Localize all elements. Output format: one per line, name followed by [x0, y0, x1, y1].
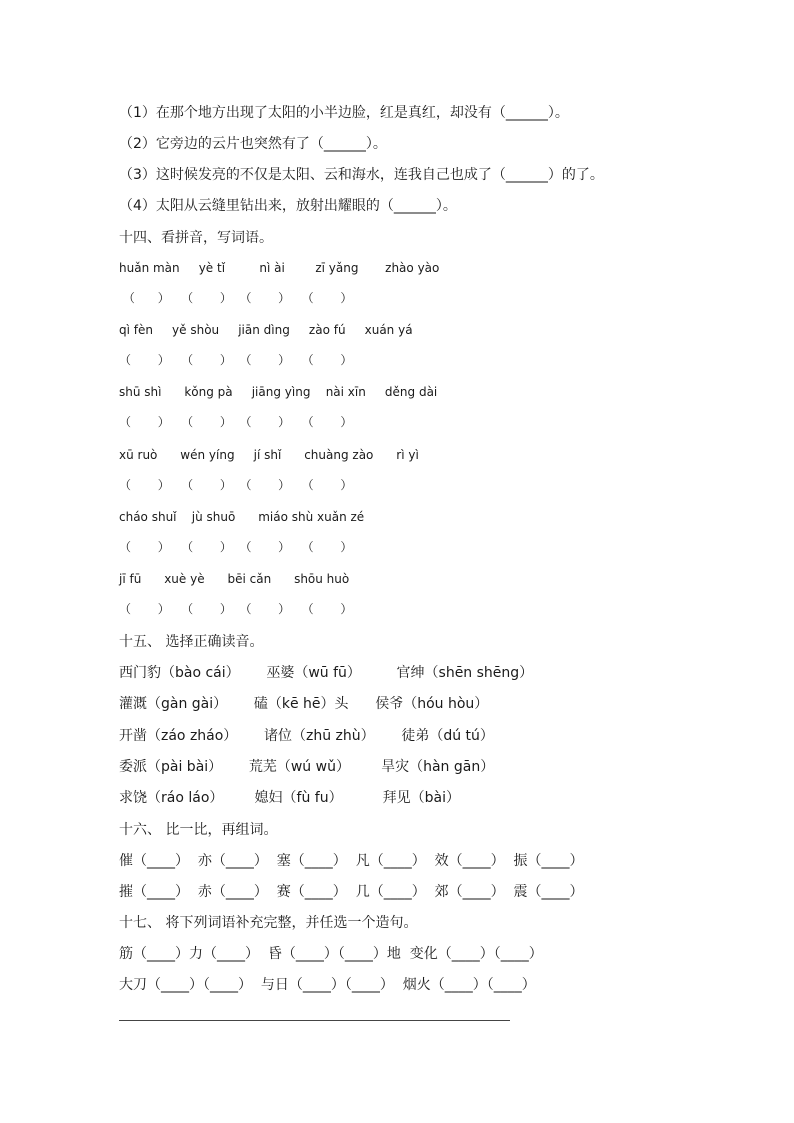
reading-row-1: 西门豹（bào cái） 巫婆（wū fū） 官绅（shēn shēng）	[119, 665, 534, 681]
compare-row-1: 催（____） 亦（____） 塞（____） 凡（____） 效（____） 振（____）	[119, 853, 584, 869]
section14-title: 十四、看拼音，写词语。	[119, 230, 273, 246]
blank-row-5: （ ） （ ） （ ） （ ）	[119, 540, 353, 554]
compare-row-2: 摧（____） 赤（____） 赛（____） 几（____） 郊（____） 震（____）	[119, 884, 584, 900]
section13-item-2: （2）它旁边的云片也突然有了（______）。	[119, 136, 387, 152]
blank-row-4: （ ） （ ） （ ） （ ）	[119, 478, 353, 492]
reading-row-2: 灌溉（gàn gài） 磕（kē hē）头 侯爷（hóu hòu）	[119, 696, 489, 712]
section13-item-1: （1）在那个地方出现了太阳的小半边脸，红是真红，却没有（______）。	[119, 105, 569, 121]
pinyin-row-2: qì fèn yě shòu jiān dìng zào fú xuán yá	[119, 323, 413, 337]
blank-row-1: （ ） （ ） （ ） （ ）	[119, 291, 353, 305]
reading-row-3: 开凿（záo zháo） 诸位（zhū zhù） 徒弟（dú tú）	[119, 728, 494, 744]
sentence-answer-line[interactable]	[119, 1020, 510, 1021]
blank-row-6: （ ） （ ） （ ） （ ）	[119, 602, 353, 616]
complete-row-2: 大刀（____）（____） 与日（____）（____） 烟火（____）（____）	[119, 977, 536, 993]
blank-row-3: （ ） （ ） （ ） （ ）	[119, 415, 353, 429]
pinyin-row-1: huǎn màn yè tǐ nì ài zī yǎng zhào yào	[119, 261, 440, 275]
complete-row-1: 筋（____）力（____） 昏（____）（____）地 变化（____）（____）	[119, 946, 543, 962]
blank-row-2: （ ） （ ） （ ） （ ）	[119, 353, 353, 367]
pinyin-row-3: shū shì kǒng pà jiāng yìng nài xīn děng dài	[119, 385, 438, 399]
section16-title: 十六、 比一比，再组词。	[119, 822, 278, 838]
pinyin-row-6: jī fū xuè yè bēi cǎn shōu huò	[119, 572, 350, 586]
pinyin-row-4: xū ruò wén yíng jí shǐ chuàng zào rì yì	[119, 448, 419, 462]
reading-row-5: 求饶（ráo láo） 媳妇（fù fu） 拜见（bài）	[119, 790, 460, 806]
section13-item-4: （4）太阳从云缝里钻出来，放射出耀眼的（______）。	[119, 198, 457, 214]
section17-title: 十七、 将下列词语补充完整，并任选一个造句。	[119, 915, 418, 931]
section13-item-3: （3）这时候发亮的不仅是太阳、云和海水，连我自己也成了（______）的了。	[119, 167, 604, 183]
pinyin-row-5: cháo shuǐ jù shuō miáo shù xuǎn zé	[119, 510, 365, 524]
reading-row-4: 委派（pài bài） 荒芜（wú wǔ） 旱灾（hàn gān）	[119, 759, 495, 775]
section15-title: 十五、 选择正确读音。	[119, 634, 264, 650]
